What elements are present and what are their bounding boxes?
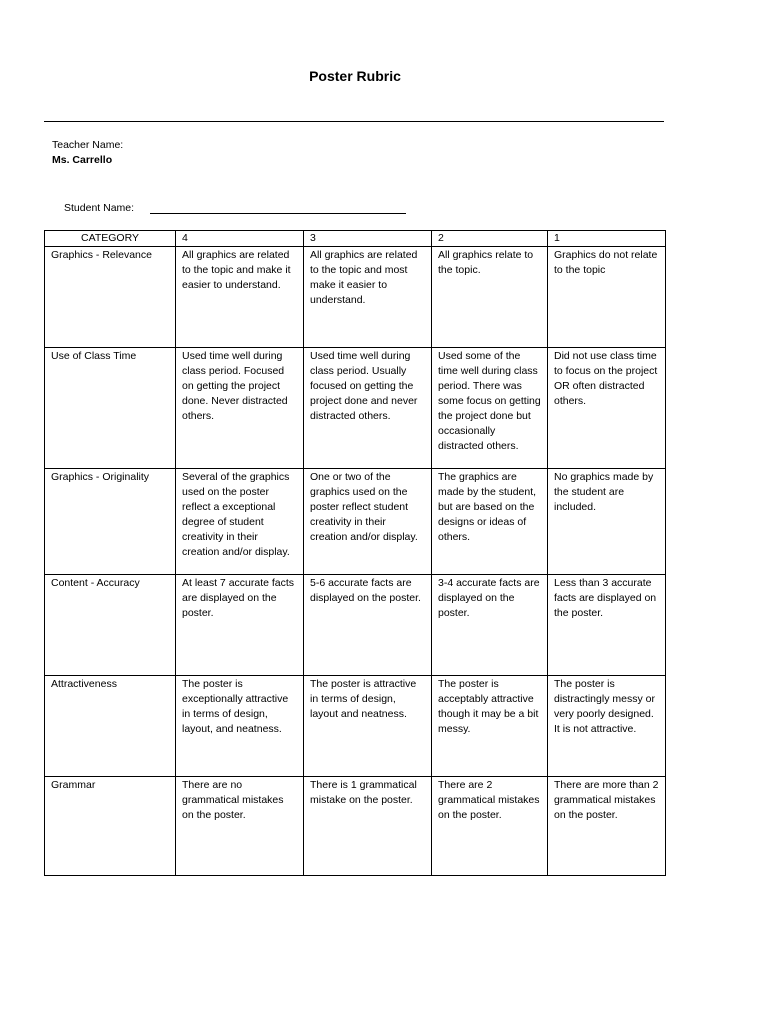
header-score-2: 2	[432, 231, 548, 247]
row-category: Use of Class Time	[45, 348, 176, 469]
student-name-label: Student Name:	[64, 202, 135, 214]
score-4-cell: Several of the graphics used on the poster reflect a exceptional degree of student creativity in their creation and/or display.	[176, 469, 304, 575]
score-4-cell: There are no grammatical mistakes on the poster.	[176, 777, 304, 876]
row-category: Attractiveness	[45, 676, 176, 777]
score-1-cell: No graphics made by the student are included.	[548, 469, 666, 575]
score-3-cell: All graphics are related to the topic and most make it easier to understand.	[304, 247, 432, 348]
score-4-cell: At least 7 accurate facts are displayed on the poster.	[176, 575, 304, 676]
score-3-cell: The poster is attractive in terms of design, layout and neatness.	[304, 676, 432, 777]
header-score-3: 3	[304, 231, 432, 247]
score-1-cell: The poster is distractingly messy or very poorly designed. It is not attractive.	[548, 676, 666, 777]
header-category: CATEGORY	[45, 231, 176, 247]
score-4-cell: All graphics are related to the topic and make it easier to understand.	[176, 247, 304, 348]
row-category: Grammar	[45, 777, 176, 876]
score-4-cell: The poster is exceptionally attractive in terms of design, layout, and neatness.	[176, 676, 304, 777]
row-category: Graphics - Originality	[45, 469, 176, 575]
table-row	[45, 777, 666, 876]
score-1-cell: Graphics do not relate to the topic	[548, 247, 666, 348]
score-2-cell: The poster is acceptably attractive though it may be a bit messy.	[432, 676, 548, 777]
teacher-name-value: Ms. Carrello	[52, 154, 113, 166]
score-2-cell: There are 2 grammatical mistakes on the poster.	[432, 777, 548, 876]
table-row	[45, 348, 666, 469]
score-3-cell: 5-6 accurate facts are displayed on the poster.	[304, 575, 432, 676]
row-category: Graphics - Relevance	[45, 247, 176, 348]
score-3-cell: There is 1 grammatical mistake on the poster.	[304, 777, 432, 876]
row-category: Content - Accuracy	[45, 575, 176, 676]
score-3-cell: Used time well during class period. Usually focused on getting the project done and never distracted others.	[304, 348, 432, 469]
score-4-cell: Used time well during class period. Focused on getting the project done. Never distracted others.	[176, 348, 304, 469]
table-row	[45, 676, 666, 777]
score-2-cell: Used some of the time well during class period. There was some focus on getting the project done but occasionally distracted others.	[432, 348, 548, 469]
table-row	[45, 247, 666, 348]
header-score-1: 1	[548, 231, 666, 247]
table-row	[45, 469, 666, 575]
student-name-blank	[150, 203, 406, 214]
teacher-name-label: Teacher Name:	[52, 139, 124, 151]
student-name-row	[64, 202, 406, 214]
table-header-row	[45, 231, 666, 247]
score-1-cell: Less than 3 accurate facts are displayed on the poster.	[548, 575, 666, 676]
title-divider	[44, 121, 664, 122]
table-row	[45, 575, 666, 676]
score-2-cell: All graphics relate to the topic.	[432, 247, 548, 348]
score-1-cell: Did not use class time to focus on the project OR often distracted others.	[548, 348, 666, 469]
rubric-table	[44, 230, 666, 876]
score-1-cell: There are more than 2 grammatical mistakes on the poster.	[548, 777, 666, 876]
score-3-cell: One or two of the graphics used on the poster reflect student creativity in their creation and/or display.	[304, 469, 432, 575]
score-2-cell: The graphics are made by the student, but are based on the designs or ideas of others.	[432, 469, 548, 575]
score-2-cell: 3-4 accurate facts are displayed on the poster.	[432, 575, 548, 676]
page-title: Poster Rubric	[309, 68, 401, 84]
header-score-4: 4	[176, 231, 304, 247]
